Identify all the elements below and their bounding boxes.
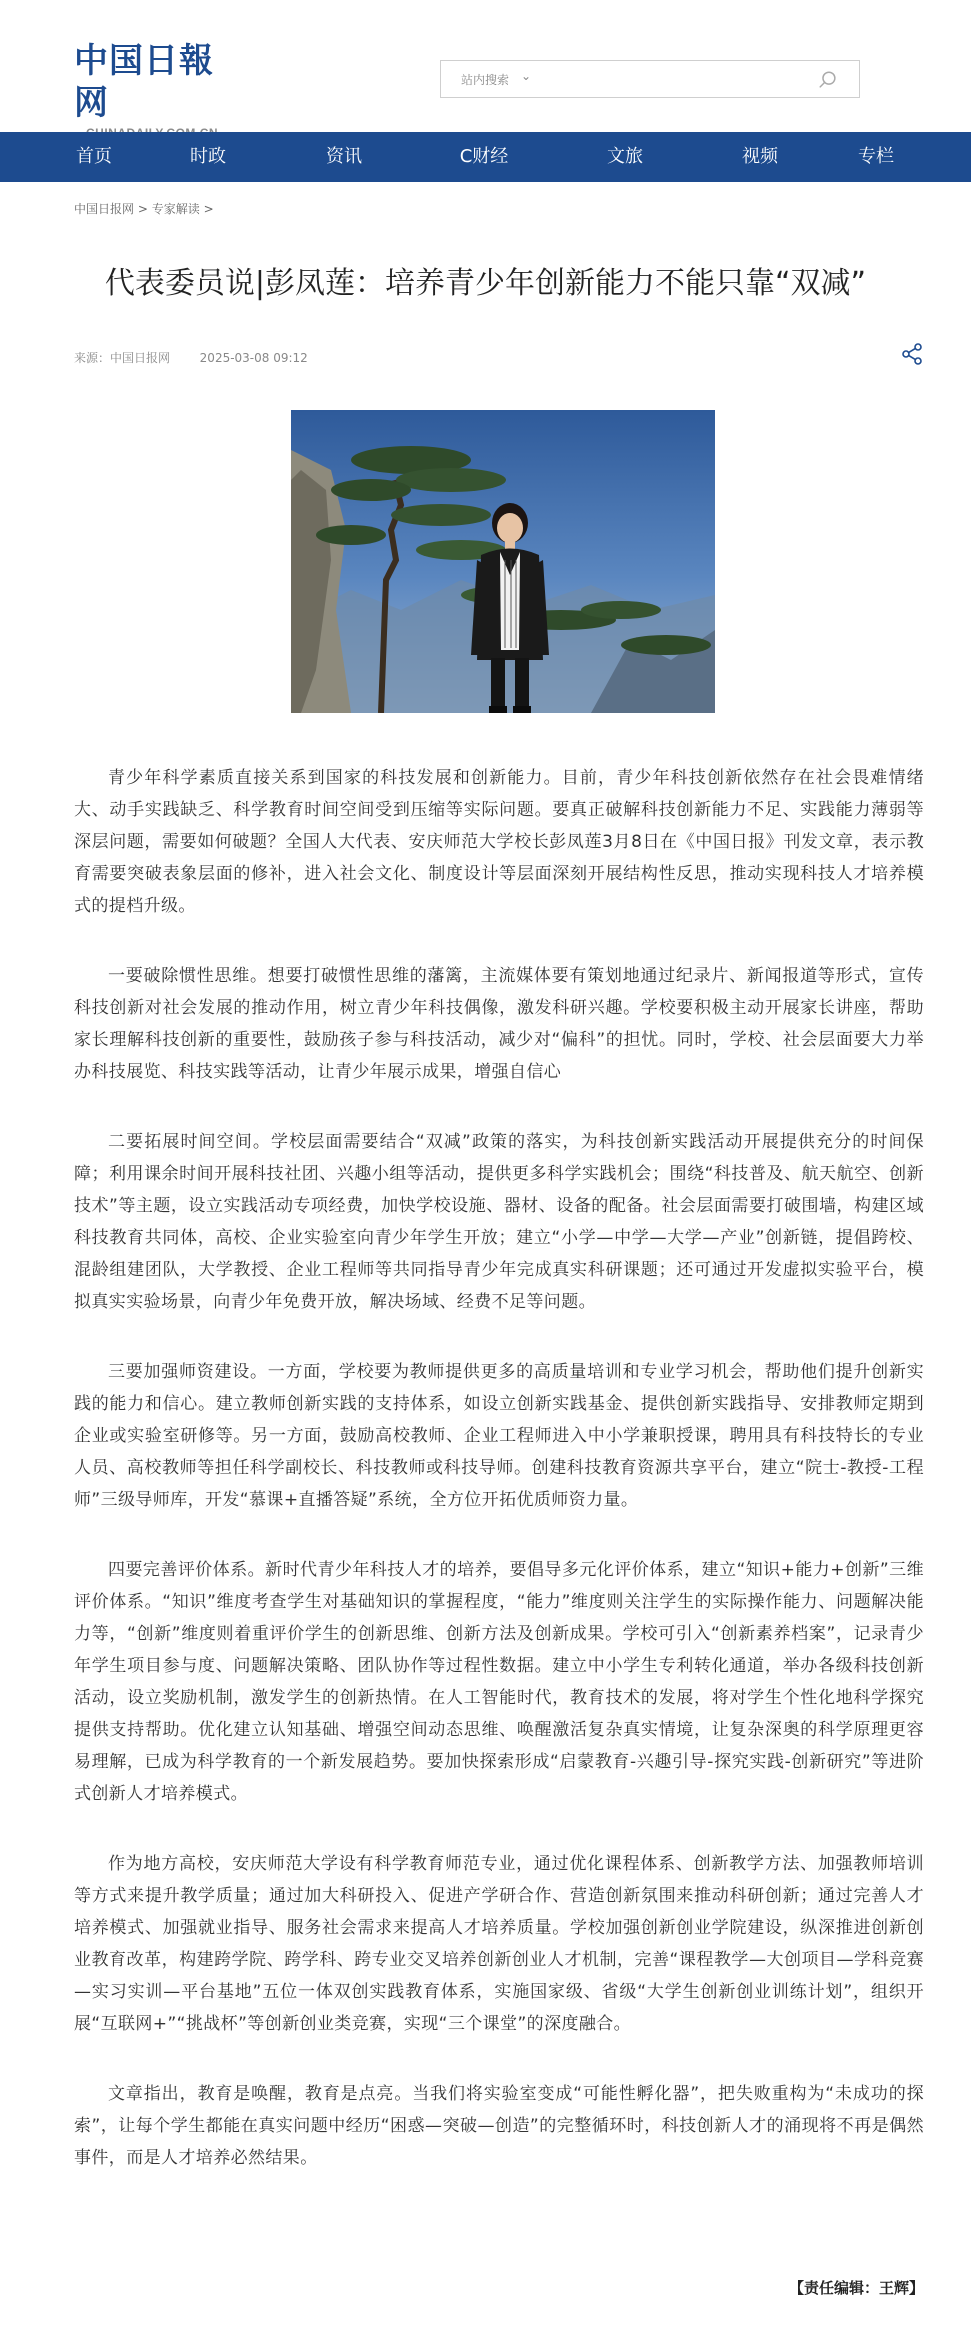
site-header	[0, 0, 971, 132]
responsible-editor: 【责任编辑：王辉】	[788, 2279, 924, 2297]
article-paragraph: 二要拓展时间空间。学校层面需要结合“双减”政策的落实，为科技创新实践活动开展提供充分的时间保障；利用课余时间开展科技社团、兴趣小组等活动，提供更多科学实践机会；围绕“科技普及、航天航空、创新技术”等主题，设立实践活动专项经费，加快学校设施、器材、设备的配备。社会层面需要打破围墙，构建区域科技教育共同体，高校、企业实验室向青少年学生开放；建立“小学—中学—大学—产业”创新链，提倡跨校、混龄组建团队，大学教授、企业工程师等共同指导青少年完成真实科研课题；还可通过开发虚拟实验平台，模拟真实实验场景，向青少年免费开放，解决场域、经费不足等问题。	[74, 1132, 924, 1312]
article-source: 来源：中国日报网	[74, 351, 171, 365]
site-logo[interactable]	[74, 40, 244, 123]
article-meta	[74, 349, 308, 366]
article-paragraph: 三要加强师资建设。一方面，学校要为教师提供更多的高质量培训和专业学习机会，帮助他们提升创新实践的能力和信心。建立教师创新实践的支持体系，如设立创新实践基金、提供创新实践指导、安排教师定期到企业或实验室研修等。另一方面，鼓励高校教师、企业工程师进入中小学兼职授课，聘用具有科技特长的专业人员、高校教师等担任科学副校长、科技教师或科技导师。创建科技教育资源共享平台，建立“院士-教授-工程师”三级导师库，开发“慕课+直播答疑”系统，全方位开拓优质师资力量。	[74, 1362, 924, 1510]
article-title: 代表委员说|彭凤莲：培养青少年创新能力不能只靠“双减”	[104, 266, 867, 301]
share-icon[interactable]	[900, 342, 924, 366]
breadcrumb-item-home[interactable]: 中国日报网	[74, 202, 135, 216]
nav-item-video[interactable]: 视频	[742, 146, 778, 167]
nav-item-home[interactable]: 首页	[76, 146, 112, 167]
article-paragraph: 文章指出，教育是唤醒，教育是点亮。当我们将实验室变成“可能性孵化器”，把失败重构为“未成功的探索”，让每个学生都能在真实问题中经历“困惑—突破—创造”的完整循环时，科技创新人才的涌现将不再是偶然事件，而是人才培养必然结果。	[74, 2084, 924, 2168]
breadcrumb-separator: >	[203, 202, 214, 216]
search-icon[interactable]	[817, 69, 839, 91]
nav-item-culture-travel[interactable]: 文旅	[607, 146, 643, 167]
article-paragraph: 青少年科学素质直接关系到国家的科技发展和创新能力。目前，青少年科技创新依然存在社会畏难情绪大、动手实践缺乏、科学教育时间空间受到压缩等实际问题。要真正破解科技创新能力不足、实践能力薄弱等深层问题，需要如何破题？全国人大代表、安庆师范大学校长彭凤莲3月8日在《中国日报》刊发文章，表示教育需要突破表象层面的修补，进入社会文化、制度设计等层面深刻开展结构性反思，推动实现科技人才培养模式的提档升级。	[74, 768, 924, 916]
article-paragraph: 四要完善评价体系。新时代青少年科技人才的培养，要倡导多元化评价体系，建立“知识+能力+创新”三维评价体系。“知识”维度考查学生对基础知识的掌握程度，“能力”维度则关注学生的实际操作能力、问题解决能力等，“创新”维度则着重评价学生的创新思维、创新方法及创新成果。学校可引入“创新素养档案”，记录青少年学生项目参与度、问题解决策略、团队协作等过程性数据。建立中小学生专利转化通道，举办各级科技创新活动，设立奖励机制，激发学生的创新热情。在人工智能时代，教育技术的发展，将对学生个性化地科学探究提供支持帮助。优化建立认知基础、增强空间动态思维、唤醒激活复杂真实情境，让复杂深奥的科学原理更容易理解，已成为科学教育的一个新发展趋势。要加快探索形成“启蒙教育-兴趣引导-探究实践-创新研究”等进阶式创新人才培养模式。	[74, 1560, 924, 1804]
breadcrumb-separator: >	[137, 202, 152, 216]
nav-item-politics[interactable]: 时政	[190, 146, 226, 167]
article-body	[74, 762, 924, 2212]
article-paragraph: 作为地方高校，安庆师范大学设有科学教育师范专业，通过优化课程体系、创新教学方法、加强教师培训等方式来提升教学质量；通过加大科研投入、促进产学研合作、营造创新氛围来推动科研创新；通过完善人才培养模式、加强就业指导、服务社会需求来提高人才培养质量。学校加强创新创业学院建设，纵深推进创新创业教育改革，构建跨学院、跨学科、跨专业交叉培养创新创业人才机制，完善“课程教学—大创项目—学科竞赛—实习实训—平台基地”五位一体双创实践教育体系，实施国家级、省级“大学生创新创业训练计划”，组织开展“互联网+”“挑战杯”等创新创业类竞赛，实现“三个课堂”的深度融合。	[74, 1854, 924, 2034]
article-photo	[291, 410, 715, 713]
search-input[interactable]	[541, 67, 801, 91]
search-scope-select[interactable]: 站内搜索	[461, 73, 510, 87]
breadcrumb-item-section[interactable]: 专家解读	[151, 202, 200, 216]
main-nav	[0, 132, 971, 182]
nav-item-columns[interactable]: 专栏	[858, 146, 894, 167]
logo-chinese: 中国日報网	[74, 41, 214, 123]
article-paragraph: 一要破除惯性思维。想要打破惯性思维的藩篱，主流媒体要有策划地通过纪录片、新闻报道等形式，宣传科技创新对社会发展的推动作用，树立青少年科技偶像，激发科研兴趣。学校要积极主动开展家长讲座，帮助家长理解科技创新的重要性，鼓励孩子参与科技活动，减少对“偏科”的担忧。同时，学校、社会层面要大力举办科技展览、科技实践等活动，让青少年展示成果，增强自信心	[74, 966, 924, 1082]
portrait-illustration	[291, 410, 715, 713]
breadcrumb	[74, 200, 214, 217]
nav-item-news[interactable]: 资讯	[326, 146, 362, 167]
article-date: 2025-03-08 09:12	[199, 351, 308, 365]
chevron-down-icon[interactable]: ⌄	[521, 69, 532, 83]
search-box	[440, 60, 860, 98]
nav-item-finance[interactable]: C财经	[459, 146, 509, 167]
